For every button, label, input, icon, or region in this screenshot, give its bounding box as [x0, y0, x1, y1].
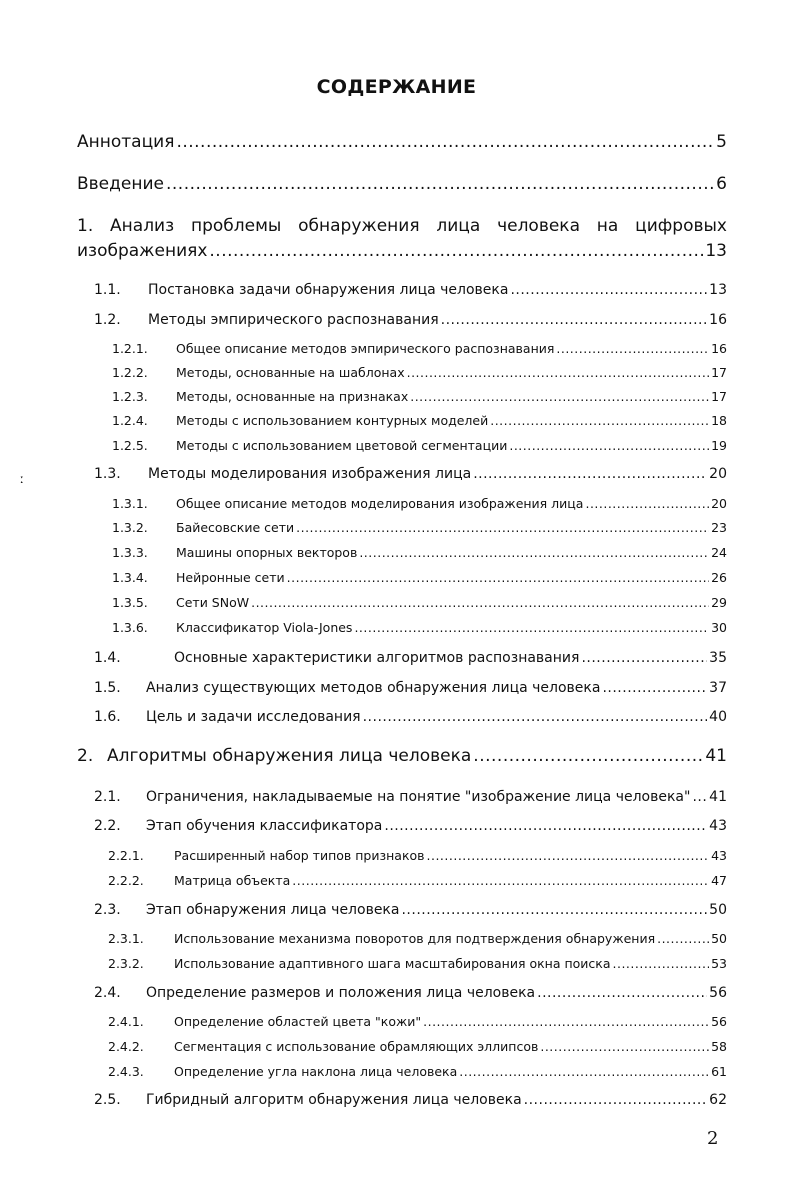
toc-leader: [581, 650, 707, 666]
toc-num: 1.2.5.: [112, 438, 148, 453]
toc-leader: [613, 956, 710, 971]
toc-page: 16: [711, 341, 727, 356]
toc-entry-1-2-3: [112, 389, 727, 404]
toc-leader: [509, 438, 709, 453]
toc-entry-2-3-1: [108, 931, 727, 946]
toc-leader: [423, 1014, 709, 1029]
toc-text: Определение угла наклона лица человека: [174, 1064, 458, 1079]
toc-text: Этап обучения классификатора: [146, 818, 383, 834]
stray-mark: ː: [20, 472, 25, 486]
toc-entry-1-4: [94, 650, 727, 666]
toc-word: человека: [497, 216, 580, 236]
toc-num: 1.2.3.: [112, 389, 148, 404]
toc-leader: [537, 985, 707, 1001]
toc-page: 6: [716, 174, 727, 194]
toc-leader: [540, 1039, 709, 1054]
toc-entry-chapter-1: [77, 216, 727, 261]
toc-leader: [459, 1064, 709, 1079]
toc-entry-2-4-1: [108, 1014, 727, 1029]
toc-num: 2.2.1.: [108, 848, 144, 863]
toc-page: 19: [711, 438, 727, 453]
toc-page: 18: [711, 413, 727, 428]
toc-num: 2.1.: [94, 789, 121, 805]
toc-page: 23: [711, 520, 727, 535]
toc-num: 2.4.2.: [108, 1039, 144, 1054]
toc-entry-2-5: [94, 1092, 727, 1108]
toc-text: Классификатор Viola-Jones: [176, 620, 353, 635]
toc-chapter-1-line-1: [77, 216, 727, 236]
toc-entry-intro: [77, 174, 727, 194]
toc-text: Анализ существующих методов обнаружения лица человека: [146, 680, 601, 696]
toc-leader: [251, 595, 709, 610]
toc-page: 40: [709, 709, 727, 725]
toc-text: Методы с использованием цветовой сегментации: [176, 438, 508, 453]
toc-page: 29: [711, 595, 727, 610]
toc-text: Машины опорных векторов: [176, 545, 358, 560]
toc-leader: [176, 132, 714, 152]
toc-entry-1-2: [94, 312, 727, 328]
toc-entry-1-2-5: [112, 438, 727, 453]
toc-leader: [556, 341, 709, 356]
toc-text: Байесовские сети: [176, 520, 295, 535]
toc-entry-2-3-2: [108, 956, 727, 971]
toc-leader: [441, 312, 708, 328]
toc-text: Определение областей цвета "кожи": [174, 1014, 422, 1029]
toc-page: 30: [711, 620, 727, 635]
toc-page: 56: [709, 985, 727, 1001]
toc-leader: [363, 709, 708, 725]
toc-leader: [524, 1092, 708, 1108]
toc-entry-2-3: [94, 902, 727, 918]
toc-num: 1.3.4.: [112, 570, 148, 585]
toc-page: 17: [711, 365, 727, 380]
toc-leader: [407, 365, 710, 380]
toc-leader: [292, 873, 709, 888]
toc-page: 53: [711, 956, 727, 971]
toc-text: Введение: [77, 174, 164, 194]
toc-page: 50: [709, 902, 727, 918]
toc-text: Нейронные сети: [176, 570, 285, 585]
toc-num: 1.5.: [94, 680, 121, 696]
toc-entry-1-3-3: [112, 545, 727, 560]
page-title: СОДЕРЖАНИЕ: [316, 76, 477, 98]
toc-text: Сети SNoW: [176, 595, 250, 610]
toc-leader: [490, 413, 709, 428]
toc-leader: [209, 241, 703, 261]
toc-page: 35: [709, 650, 727, 666]
toc-num: 2.4.1.: [108, 1014, 144, 1029]
toc-entry-2-4-3: [108, 1064, 727, 1079]
toc-num: 2.2.2.: [108, 873, 144, 888]
toc-entry-2-2: [94, 818, 727, 834]
toc-num: 2.: [77, 746, 94, 766]
toc-text: Алгоритмы обнаружения лица человека: [107, 746, 472, 766]
toc-word: цифровых: [635, 216, 727, 236]
toc-num: 1.4.: [94, 650, 121, 666]
toc-page: 24: [711, 545, 727, 560]
toc-text: изображениях: [77, 241, 208, 261]
toc-text: Расширенный набор типов признаков: [174, 848, 425, 863]
toc-text: Общее описание методов эмпирического распознавания: [176, 341, 555, 356]
toc-num: 1.3.1.: [112, 496, 148, 511]
toc-text: Ограничения, накладываемые на понятие "изображение лица человека": [146, 789, 691, 805]
toc-entry-1-3: [94, 466, 727, 482]
toc-leader: [585, 496, 709, 511]
toc-word: проблемы: [190, 216, 282, 236]
toc-page: 13: [709, 282, 727, 298]
toc-entry-1-6: [94, 709, 727, 725]
toc-entry-1-3-4: [112, 570, 727, 585]
toc-page: 62: [709, 1092, 727, 1108]
toc-word: лица: [436, 216, 481, 236]
toc-leader: [287, 570, 709, 585]
toc-entry-1-1: [94, 282, 727, 298]
toc-text: Общее описание методов моделирования изображения лица: [176, 496, 584, 511]
toc-text: Методы эмпирического распознавания: [148, 312, 439, 328]
toc-page: 50: [711, 931, 727, 946]
toc-leader: [354, 620, 709, 635]
toc-text: Сегментация с использование обрамляющих эллипсов: [174, 1039, 539, 1054]
toc-num: 1.2.1.: [112, 341, 148, 356]
toc-num: 1.3.5.: [112, 595, 148, 610]
toc-text: Использование адаптивного шага масштабирования окна поиска: [174, 956, 611, 971]
toc-page: 20: [711, 496, 727, 511]
toc-page: 26: [711, 570, 727, 585]
toc-text: Методы, основанные на признаках: [176, 389, 409, 404]
toc-page: 43: [709, 818, 727, 834]
toc-entry-1-2-2: [112, 365, 727, 380]
toc-page: 47: [711, 873, 727, 888]
toc-text: Методы моделирования изображения лица: [148, 466, 472, 482]
toc-num: 2.4.3.: [108, 1064, 144, 1079]
toc-leader: [384, 818, 707, 834]
toc-num: 1.3.2.: [112, 520, 148, 535]
toc-page: 41: [705, 746, 727, 766]
toc-text: Аннотация: [77, 132, 175, 152]
toc-text: Постановка задачи обнаружения лица человека: [148, 282, 509, 298]
toc-leader: [692, 789, 707, 805]
toc-leader: [359, 545, 709, 560]
toc-leader: [427, 848, 710, 863]
toc-page: 56: [711, 1014, 727, 1029]
toc-entry-chapter-2: [77, 746, 727, 766]
toc-entry-1-3-1: [112, 496, 727, 511]
toc-num: 1.2.: [94, 312, 121, 328]
toc-num: 1.3.: [94, 466, 121, 482]
toc-entry-1-2-4: [112, 413, 727, 428]
toc-text: Методы, основанные на шаблонах: [176, 365, 405, 380]
toc-leader: [410, 389, 709, 404]
toc-num: 1.3.3.: [112, 545, 148, 560]
toc-page: 43: [711, 848, 727, 863]
toc-num: 1.2.4.: [112, 413, 148, 428]
toc-page: 5: [716, 132, 727, 152]
toc-text: Этап обнаружения лица человека: [146, 902, 400, 918]
toc-entry-2-4: [94, 985, 727, 1001]
toc-num: 1.1.: [94, 282, 121, 298]
toc-entry-1-5: [94, 680, 727, 696]
toc-leader: [166, 174, 714, 194]
toc-entry-2-2-2: [108, 873, 727, 888]
toc-num: 1.3.6.: [112, 620, 148, 635]
toc-page: 37: [709, 680, 727, 696]
toc-num: 1.2.2.: [112, 365, 148, 380]
toc-num: 2.4.: [94, 985, 121, 1001]
toc-leader: [657, 931, 709, 946]
toc-word: обнаружения: [298, 216, 420, 236]
toc-text: Основные характеристики алгоритмов распознавания: [174, 650, 580, 666]
toc-page: 13: [705, 241, 727, 261]
toc-entry-2-1: [94, 789, 727, 805]
toc-text: Использование механизма поворотов для подтверждения обнаружения: [174, 931, 656, 946]
toc-page: 58: [711, 1039, 727, 1054]
toc-entry-1-3-5: [112, 595, 727, 610]
toc-entry-1-3-2: [112, 520, 727, 535]
toc-text: Определение размеров и положения лица человека: [146, 985, 536, 1001]
toc-num: 1.: [77, 216, 94, 236]
toc-text: Гибридный алгоритм обнаружения лица человека: [146, 1092, 522, 1108]
toc-leader: [510, 282, 707, 298]
toc-leader: [473, 466, 707, 482]
toc-num: 1.6.: [94, 709, 121, 725]
toc-text: Матрица объекта: [174, 873, 291, 888]
toc-num: 2.3.: [94, 902, 121, 918]
toc-page: 61: [711, 1064, 727, 1079]
toc-num: 2.2.: [94, 818, 121, 834]
toc-entry-annotation: [77, 132, 727, 152]
toc-entry-1-2-1: [112, 341, 727, 356]
toc-page: 16: [709, 312, 727, 328]
toc-page: 20: [709, 466, 727, 482]
toc-chapter-1-line-2: [77, 241, 727, 261]
toc-text: Методы с использованием контурных моделей: [176, 413, 489, 428]
toc-entry-1-3-6: [112, 620, 727, 635]
toc-leader: [401, 902, 707, 918]
toc-leader: [473, 746, 703, 766]
toc-page: 41: [709, 789, 727, 805]
toc-page: 17: [711, 389, 727, 404]
toc-entry-2-4-2: [108, 1039, 727, 1054]
toc-text: Цель и задачи исследования: [146, 709, 361, 725]
toc-leader: [296, 520, 709, 535]
toc-num: 2.5.: [94, 1092, 121, 1108]
toc-word: на: [596, 216, 619, 236]
toc-word: Анализ: [110, 216, 175, 236]
toc-num: 2.3.2.: [108, 956, 144, 971]
toc-leader: [602, 680, 707, 696]
page-number: 2: [707, 1128, 719, 1149]
toc-entry-2-2-1: [108, 848, 727, 863]
toc-num: 2.3.1.: [108, 931, 144, 946]
